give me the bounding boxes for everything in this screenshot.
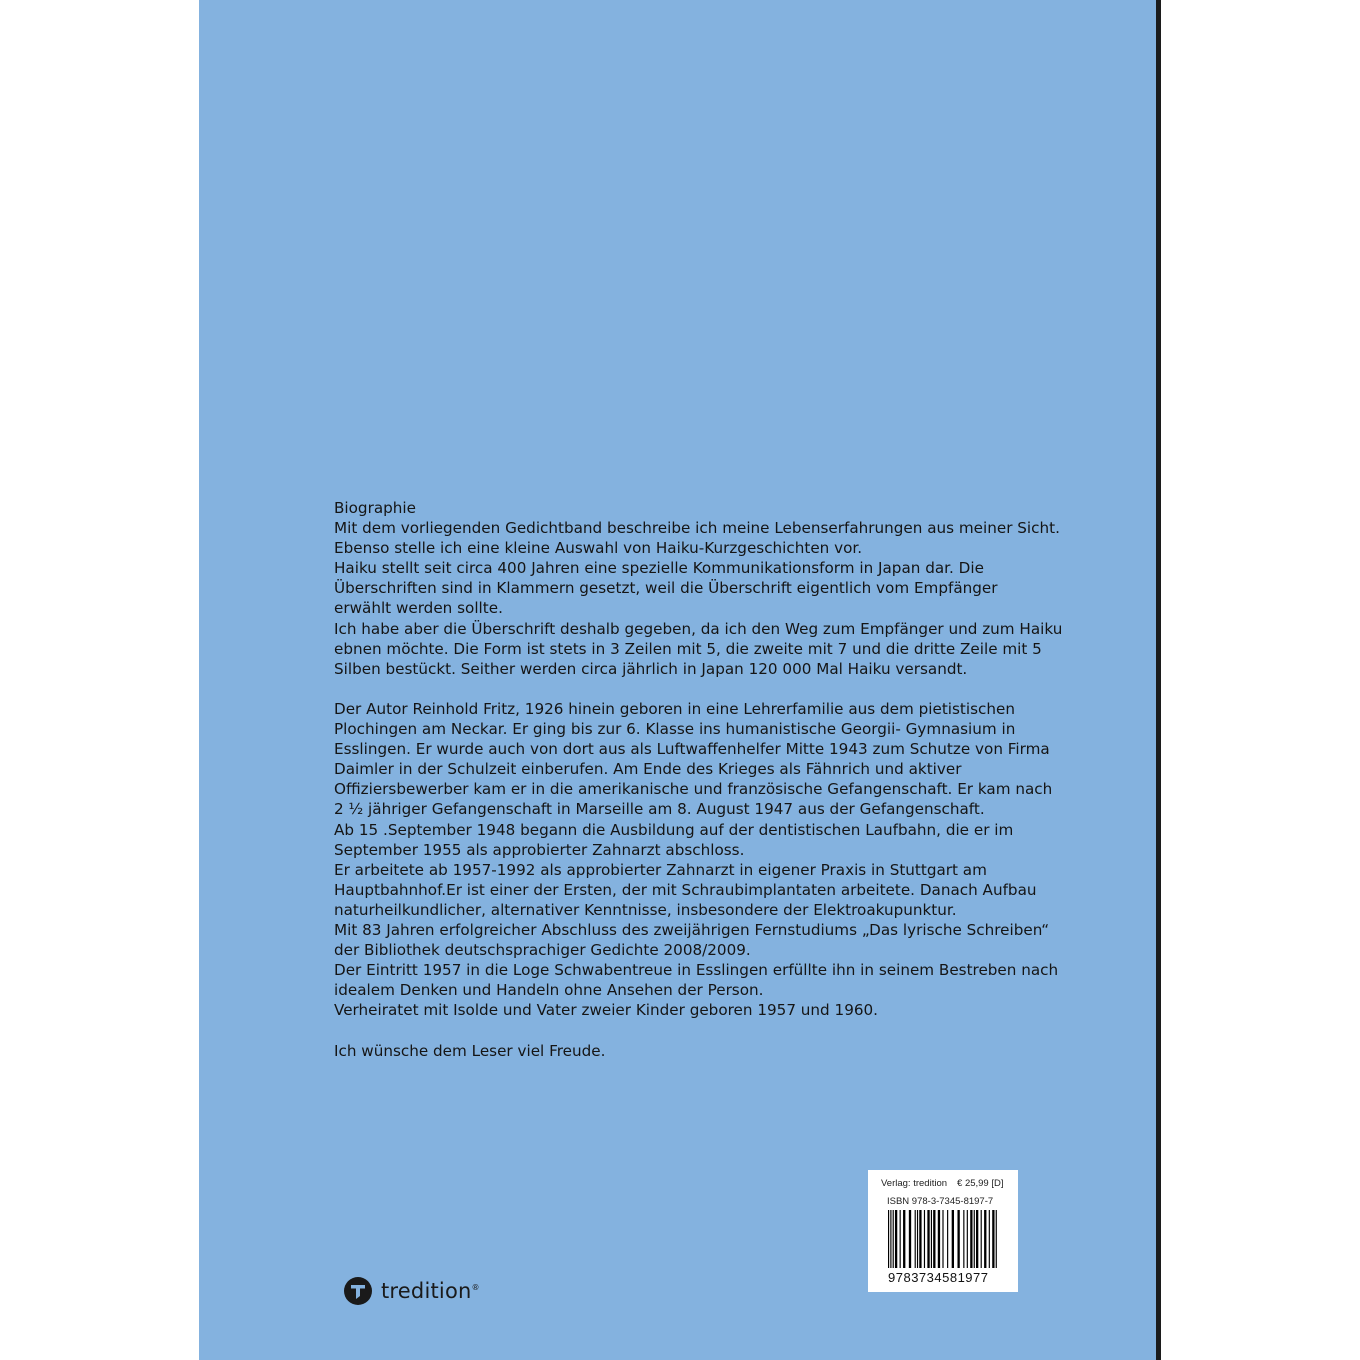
barcode-bar: [919, 1210, 921, 1268]
logo-registered-mark: ®: [471, 1283, 480, 1292]
blurb-line: Ab 15 .September 1948 begann die Ausbildung auf der dentistischen Laufbahn, die er im: [334, 820, 1014, 839]
isbn-label: ISBN 978-3-7345-8197-7: [887, 1196, 994, 1207]
price-label: € 25,99 [D]: [957, 1178, 1004, 1189]
barcode-bar: [992, 1210, 994, 1268]
blurb-line: der Bibliothek deutschsprachiger Gedichte 2008/2009.: [334, 941, 751, 960]
tredition-logo-icon: [344, 1277, 372, 1305]
barcode-bar: [903, 1210, 905, 1268]
blurb-line: Ich habe aber die Überschrift deshalb gegeben, da ich den Weg zum Empfänger und zum Haiku: [334, 619, 1063, 638]
logo-wordmark: [381, 1279, 480, 1303]
cover-blurb: [334, 498, 1094, 1061]
blurb-line: Biographie: [334, 499, 416, 517]
barcode-bar: [957, 1210, 959, 1268]
blurb-line: Überschriften sind in Klammern gesetzt, weil die Überschrift eigentlich vom Empfänger: [334, 579, 998, 598]
barcode-bar: [947, 1210, 948, 1268]
blurb-line: Offiziersbewerber kam er in die amerikanische und französische Gefangenschaft. Er kam nach: [334, 780, 1053, 799]
barcode-bar: [938, 1210, 940, 1268]
publisher-logo: [344, 1276, 480, 1306]
barcode-bar: [996, 1210, 997, 1268]
blurb-line: Er arbeitete ab 1957-1992 als approbierter Zahnarzt in eigener Praxis in Stuttgart am: [334, 860, 987, 879]
barcode-bar: [952, 1210, 954, 1268]
barcode-box: [868, 1170, 1018, 1292]
barcode-bar: [963, 1210, 964, 1268]
blurb-line: ebnen möchte. Die Form ist stets in 3 Zeilen mit 5, die zweite mit 7 und die dritte Zeile mit 5: [334, 639, 1042, 658]
barcode-bar: [967, 1210, 968, 1268]
blurb-line: Mit 83 Jahren erfolgreicher Abschluss des zweijährigen Fernstudiums „Das lyrische Schreiben“: [334, 920, 1050, 939]
blurb-line: Der Autor Reinhold Fritz, 1926 hinein geboren in eine Lehrerfamilie aus dem pietistischen: [334, 699, 1015, 718]
spine-edge: [1156, 0, 1161, 1360]
paragraph-gap: [334, 679, 1094, 699]
blurb-line: 2 ½ jähriger Gefangenschaft in Marseille am 8. August 1947 aus der Gefangenschaft.: [334, 800, 985, 819]
barcode-bar: [974, 1210, 975, 1268]
barcode-bar: [976, 1210, 978, 1268]
blurb-line: September 1955 als approbierter Zahnarzt abschloss.: [334, 840, 745, 859]
barcode-bar: [924, 1210, 925, 1268]
barcode-bar: [942, 1210, 943, 1268]
blurb-line: Silben bestückt. Seither werden circa jährlich in Japan 120 000 Mal Haiku versandt.: [334, 659, 968, 678]
barcode-bars: [888, 1210, 998, 1268]
blurb-line: Der Eintritt 1957 in die Loge Schwabentreue in Esslingen erfüllte ihn in seinem Bestreben nach: [334, 961, 1059, 980]
blurb-line: Ebenso stelle ich eine kleine Auswahl von Haiku-Kurzgeschichten vor.: [334, 539, 863, 558]
barcode-bar: [933, 1210, 935, 1268]
blurb-line: Ich wünsche dem Leser viel Freude.: [334, 1041, 606, 1060]
blurb-line: Esslingen. Er wurde auch von dort aus als Luftwaffenhelfer Mitte 1943 zum Schutze von Firma: [334, 740, 1050, 759]
barcode-bar: [917, 1210, 918, 1268]
barcode-bar: [915, 1210, 916, 1268]
barcode-bar: [890, 1210, 891, 1268]
barcode-bar: [893, 1210, 894, 1268]
publisher-label: Verlag: tredition: [881, 1178, 948, 1189]
blurb-line: Mit dem vorliegenden Gedichtband beschreibe ich meine Lebenserfahrungen aus meiner Sicht.: [334, 519, 1060, 538]
barcode-bar: [931, 1210, 932, 1268]
blurb-line: Plochingen am Neckar. Er ging bis zur 6. Klasse ins humanistische Georgii- Gymnasium in: [334, 720, 1016, 739]
barcode-bar: [895, 1210, 897, 1268]
paragraph-gap: [334, 1020, 1094, 1040]
barcode-bar: [970, 1210, 972, 1268]
barcode-digits: 9783734581977: [888, 1270, 989, 1285]
blurb-line: Verheiratet mit Isolde und Vater zweier Kinder geboren 1957 und 1960.: [334, 1001, 879, 1020]
blurb-line: Hauptbahnhof.Er ist einer der Ersten, der mit Schraubimplantaten arbeitete. Danach Aufbau: [334, 880, 1037, 899]
blurb-line: erwählt werden sollte.: [334, 599, 503, 618]
barcode-bar: [888, 1210, 889, 1268]
barcode-bar: [909, 1210, 911, 1268]
logo-name: tredition: [381, 1279, 472, 1303]
barcode-bar: [900, 1210, 901, 1268]
blurb-line: Haiku stellt seit circa 400 Jahren eine spezielle Kommunikationsform in Japan dar. Die: [334, 559, 984, 578]
publisher-price-line: [881, 1178, 1004, 1189]
blurb-line: Daimler in der Schulzeit einberufen. Am Ende des Krieges als Fähnrich und aktiver: [334, 760, 962, 779]
barcode-bar: [984, 1210, 986, 1268]
blurb-line: idealem Denken und Handeln ohne Ansehen der Person.: [334, 981, 764, 1000]
barcode-bar: [981, 1210, 982, 1268]
barcode-bar: [927, 1210, 929, 1268]
blurb-line: naturheilkundlicher, alternativer Kenntnisse, insbesondere der Elektroakupunktur.: [334, 900, 957, 919]
barcode-bar: [989, 1210, 990, 1268]
